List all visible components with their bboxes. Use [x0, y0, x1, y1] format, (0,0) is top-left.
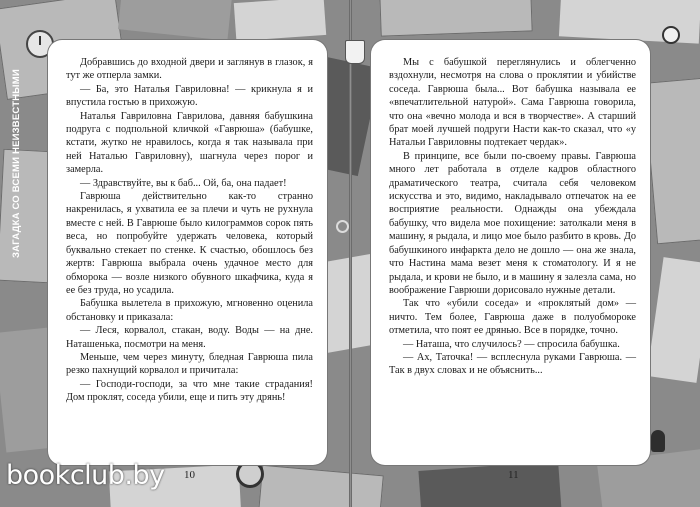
watermark: bookclub.by [6, 460, 165, 491]
right-page [371, 40, 650, 465]
right-page-text [389, 56, 636, 378]
bg-paper-10 [418, 461, 561, 507]
bg-paper-2 [118, 0, 232, 41]
left-page [48, 40, 327, 465]
paragraph: Так что «убили соседа» и «проклятый дом» — ничто. Тем более, Гаврюша даже в полуобмороке отметила, что поят ее дрянью. Все в порядке, точно. [389, 298, 636, 337]
paragraph: Меньше, чем через минуту, бледная Гаврюша пила резко пахнущий корвалол и причитала: [66, 351, 313, 377]
paragraph: Наталья Гавриловна Гаврилова, давняя бабушкина подруга с подпольной кличкой «Гаврюша» (бабушке, кстати, жутко не нравилось, когда я так называла при ней Наталью Гавриловну), шагнула через порог и замерла. [66, 110, 313, 176]
key-icon [336, 220, 349, 233]
bg-paper-3 [234, 0, 326, 41]
pin-icon [662, 26, 680, 44]
paragraph: — Ах, Таточка! — всплеснула руками Гаврюша. — Так в двух словах и не объяснить... [389, 351, 636, 377]
paragraph: Гаврюша действительно как-то странно накренилась, я ухватила ее за плечи и чуть не рухнула вместе с ней. В Гаврюше было килограммов сорок пять веса, но попробуйте удержать человека, который буквально стекает по стенке. К счастью, обошлось без жертв: Гаврюша выбрала очень удачное место для обморока — возле низкого обувного шкафчика, куда я ее без труда, но усадила. [66, 191, 313, 296]
bg-paper-12 [643, 78, 700, 245]
pawn-icon [651, 430, 665, 452]
paragraph: В принципе, все были по-своему правы. Гаврюша много лет работала в отделе кадров областного драматического театра, считала себя человеком искусства и это, видимо, накладывало отпечаток на ее восприятие реальности. Однажды она убеждала бабушку, что видела мое похищение: затолкали меня в машину, я рыдала, и лицо мое было разбито в кровь. До бабушкиного инфаркта дело не дошло — она же знала, что Настина мама везет меня к стоматологу. И я не рыдала, и крови не было, и в машину я залезла сама, но воображение Гаврюши дорисовало нужные детали. [389, 150, 636, 296]
cup-icon [345, 40, 365, 64]
bg-paper-13 [647, 257, 700, 383]
bg-paper-15 [379, 0, 532, 37]
book-spine [349, 0, 352, 507]
page-number-left: 10 [184, 469, 195, 481]
paragraph: Бабушка вылетела в прихожую, мгновенно оценила обстановку и приказала: [66, 298, 313, 323]
bg-paper-9 [258, 465, 384, 507]
paragraph: — Леся, корвалол, стакан, воду. Воды — на дне. Наташенька, посмотри на меня. [66, 325, 313, 350]
side-title: ЗАГАДКА СО ВСЕМИ НЕИЗВЕСТНЫМИ [11, 69, 22, 258]
paragraph: Мы с бабушкой переглянулись и облегченно вздохнули, несмотря на слова о проклятии и убийстве соседа. Гаврюша была... Вот бабушка называла ее «впечатлительной натурой». Сама Гаврюша говорила, что она «вечно молода и вся в творчестве». А старший брат моей лучшей подруги Насти как-то сказал, что «у Натальи Гавриловны подтекает чердак». [389, 57, 636, 149]
paragraph: — Здравствуйте, вы к баб... Ой, ба, она падает! [80, 177, 287, 189]
left-page-text [66, 56, 313, 405]
paragraph: — Ба, это Наталья Гавриловна! — крикнула я и впустила гостью в прихожую. [66, 83, 313, 109]
paragraph: — Господи-господи, за что мне такие страдания! Дом проклят, соседа убили, еще и пить эту дрянь! [66, 378, 313, 404]
page-number-right: 11 [508, 469, 519, 481]
paragraph: — Наташа, что случилось? — спросила бабушка. [403, 338, 620, 350]
paragraph: Добравшись до входной двери и заглянув в глазок, я тут же отперла замки. [66, 57, 313, 82]
